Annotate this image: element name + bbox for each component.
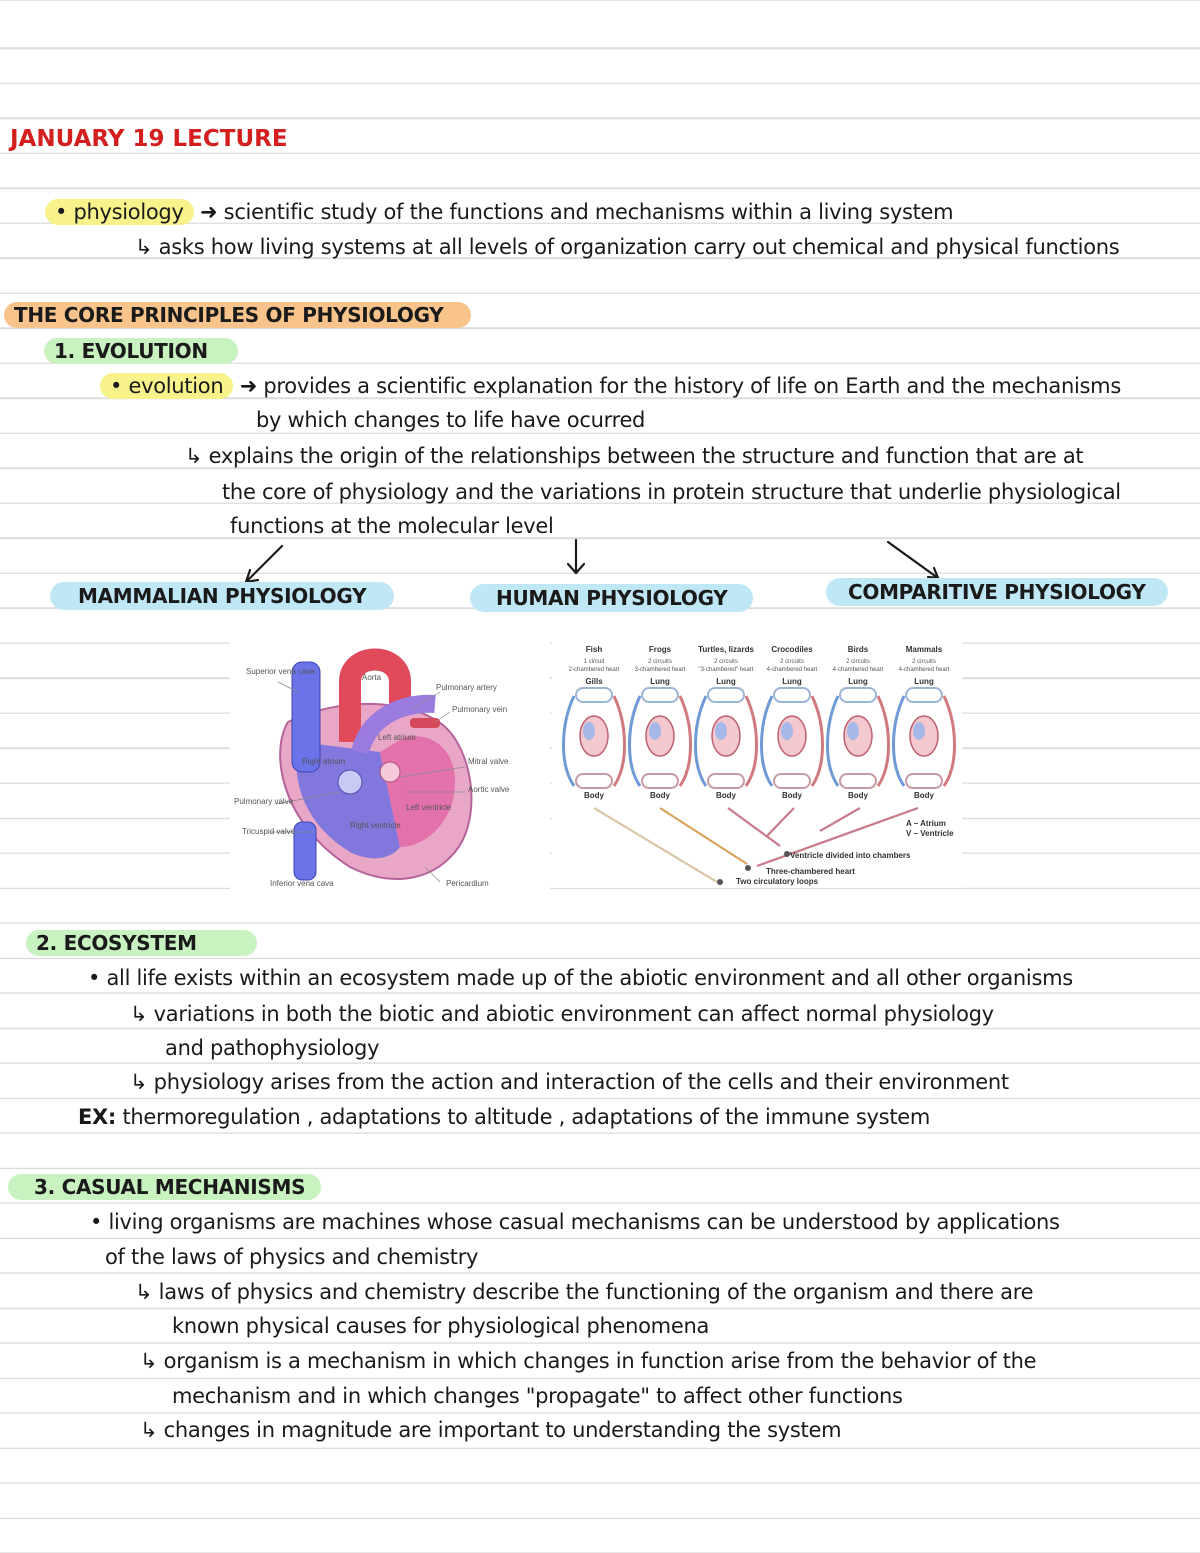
column-organ: Lung: [650, 677, 670, 686]
organ-capillaries: [708, 688, 744, 702]
node-two-loops-label: Two circulatory loops: [736, 877, 819, 886]
atrium-chamber: [913, 722, 925, 740]
causal-bullet-line2: of the laws of physics and chemistry: [105, 1245, 479, 1269]
label-superior-vena-cava: Superior vena cava: [246, 667, 315, 676]
column-desc: 4-chambered heart: [898, 667, 950, 673]
ecosystem-example: [78, 1105, 930, 1129]
arrow-glyph: ➜: [239, 374, 258, 398]
heart-diagram: [230, 632, 550, 890]
label-aorta: Aorta: [362, 673, 382, 682]
valve-shape-2: [380, 762, 400, 782]
column-desc: 4-chambered heart: [832, 667, 884, 673]
label-pericardium: Pericardium: [446, 879, 489, 888]
column-desc: 2 circuits: [780, 659, 804, 665]
column-desc: 2 circuits: [714, 659, 738, 665]
column-desc: 4-chambered heart: [766, 667, 818, 673]
ecosystem-heading: 2. ECOSYSTEM: [26, 930, 257, 956]
column-name: Crocodiles: [771, 645, 813, 654]
inferior-vena-cava-shape: [294, 822, 316, 880]
branch-human: HUMAN PHYSIOLOGY: [470, 584, 753, 612]
column-body-label: Body: [782, 791, 802, 800]
column-body-label: Body: [650, 791, 670, 800]
superior-vena-cava-shape: [292, 662, 320, 772]
causal-sub2-line2: mechanism and in which changes "propagate" to affect other functions: [172, 1384, 903, 1408]
evolution-term: • evolution: [100, 373, 233, 399]
column-organ: Lung: [914, 677, 934, 686]
evolution-heading: 1. EVOLUTION: [44, 338, 238, 364]
organ-capillaries: [642, 688, 678, 702]
branch-arrows: [0, 0, 1200, 620]
column-desc: 1 circuit: [583, 659, 605, 665]
pulmonary-vein-shape: [410, 718, 440, 728]
causal-sub1-line2: known physical causes for physiological phenomena: [172, 1314, 710, 1338]
causal-sub1-line1: ↳ laws of physics and chemistry describe the functioning of the organism and there are: [135, 1280, 1034, 1304]
label-pulmonary-vein: Pulmonary vein: [452, 705, 508, 714]
label-mitral-valve: Mitral valve: [468, 757, 509, 766]
label-right-ventricle: Right ventricle: [350, 821, 401, 830]
label-pulmonary-valve: Pulmonary valve: [234, 797, 294, 806]
column-name: Turtles, lizards: [698, 645, 754, 654]
causal-heading: 3. CASUAL MECHANISMS: [8, 1174, 321, 1200]
body-capillaries: [576, 774, 612, 788]
column-name: Birds: [847, 645, 869, 654]
column-desc: "3-chambered" heart: [698, 667, 754, 673]
column-name: Mammals: [905, 645, 943, 654]
arrow-to-comparative: [888, 542, 938, 578]
column-body-label: Body: [914, 791, 934, 800]
body-capillaries: [774, 774, 810, 788]
evolution-sub-line1: ↳ explains the origin of the relationships between the structure and function that are at: [185, 444, 1084, 468]
column-name: Fish: [585, 645, 603, 654]
node-three-chamber: [745, 865, 751, 871]
column-body-label: Body: [848, 791, 868, 800]
label-inferior-vena-cava: Inferior vena cava: [270, 879, 334, 888]
causal-bullet-line1: • living organisms are machines whose casual mechanisms can be understood by applications: [90, 1210, 1060, 1234]
column-desc: 2 circuits: [648, 659, 672, 665]
column-organ: Lung: [848, 677, 868, 686]
organ-capillaries: [576, 688, 612, 702]
atrium-chamber: [781, 722, 793, 740]
circulation-diagram: [552, 636, 962, 888]
ecosystem-sub2: ↳ physiology arises from the action and interaction of the cells and their environment: [130, 1070, 1009, 1094]
column-organ: Lung: [716, 677, 736, 686]
organ-capillaries: [840, 688, 876, 702]
organ-capillaries: [906, 688, 942, 702]
column-organ: Gills: [585, 677, 603, 686]
evolution-sub-line2: the core of physiology and the variations in protein structure that underlie physiological: [222, 480, 1121, 504]
column-desc: 2 circuits: [912, 659, 936, 665]
column-desc: 2-chambered heart: [568, 667, 620, 673]
physiology-sub-point: ↳ asks how living systems at all levels of organization carry out chemical and physical functions: [135, 235, 1120, 259]
body-capillaries: [642, 774, 678, 788]
column-body-label: Body: [584, 791, 604, 800]
physiology-definition-text: scientific study of the functions and mechanisms within a living system: [223, 200, 954, 224]
body-capillaries: [906, 774, 942, 788]
organ-capillaries: [774, 688, 810, 702]
node-three-chamber-label: Three-chambered heart: [766, 867, 855, 876]
column-body-label: Body: [716, 791, 736, 800]
causal-sub2-line1: ↳ organism is a mechanism in which changes in function arise from the behavior of the: [140, 1349, 1037, 1373]
ecosystem-sub1-line2: and pathophysiology: [165, 1036, 380, 1060]
evolution-sub-line3: functions at the molecular level: [230, 514, 554, 538]
ecosystem-sub1-line1: ↳ variations in both the biotic and abiotic environment can affect normal physiology: [130, 1002, 994, 1026]
valve-shape: [338, 770, 362, 794]
atrium-chamber: [583, 722, 595, 740]
arrow-glyph: ➜: [199, 200, 218, 224]
label-right-atrium: Right atrium: [302, 757, 346, 766]
column-desc: 3-chambered heart: [634, 667, 686, 673]
physiology-term: • physiology: [45, 199, 194, 225]
label-left-ventricle: Left ventricle: [406, 803, 452, 812]
label-pulmonary-artery: Pulmonary artery: [436, 683, 497, 692]
body-capillaries: [840, 774, 876, 788]
atrium-chamber: [847, 722, 859, 740]
evolution-definition-line1: provides a scientific explanation for the history of life on Earth and the mechanisms: [263, 374, 1121, 398]
column-desc: 2 circuits: [846, 659, 870, 665]
label-left-atrium: Left atrium: [378, 733, 416, 742]
evolution-definition-line2: by which changes to life have ocurred: [256, 408, 646, 432]
example-label: EX:: [78, 1105, 117, 1129]
arrow-to-mammalian: [246, 546, 282, 582]
ecosystem-bullet: • all life exists within an ecosystem made up of the abiotic environment and all other organisms: [88, 966, 1073, 990]
body-capillaries: [708, 774, 744, 788]
label-tricuspid-valve: Tricuspid valve: [242, 827, 296, 836]
atrium-chamber: [715, 722, 727, 740]
node-ventricle-label: Ventricle divided into chambers: [790, 851, 911, 860]
page-title: JANUARY 19 LECTURE: [10, 126, 288, 152]
branch-comparative: COMPARITIVE PHYSIOLOGY: [826, 578, 1168, 606]
atrium-chamber: [649, 722, 661, 740]
column-name: Frogs: [648, 645, 672, 654]
causal-sub3: ↳ changes in magnitude are important to understanding the system: [140, 1418, 842, 1442]
node-two-loops: [717, 879, 723, 885]
branch-mammalian: MAMMALIAN PHYSIOLOGY: [50, 582, 394, 610]
core-principles-heading: THE CORE PRINCIPLES OF PHYSIOLOGY: [4, 302, 471, 328]
legend-atrium: A – Atrium: [906, 819, 946, 828]
label-aortic-valve: Aortic valve: [468, 785, 510, 794]
legend-ventricle: V – Ventricle: [906, 829, 954, 838]
column-organ: Lung: [782, 677, 802, 686]
example-text: thermoregulation , adaptations to altitude , adaptations of the immune system: [122, 1105, 931, 1129]
